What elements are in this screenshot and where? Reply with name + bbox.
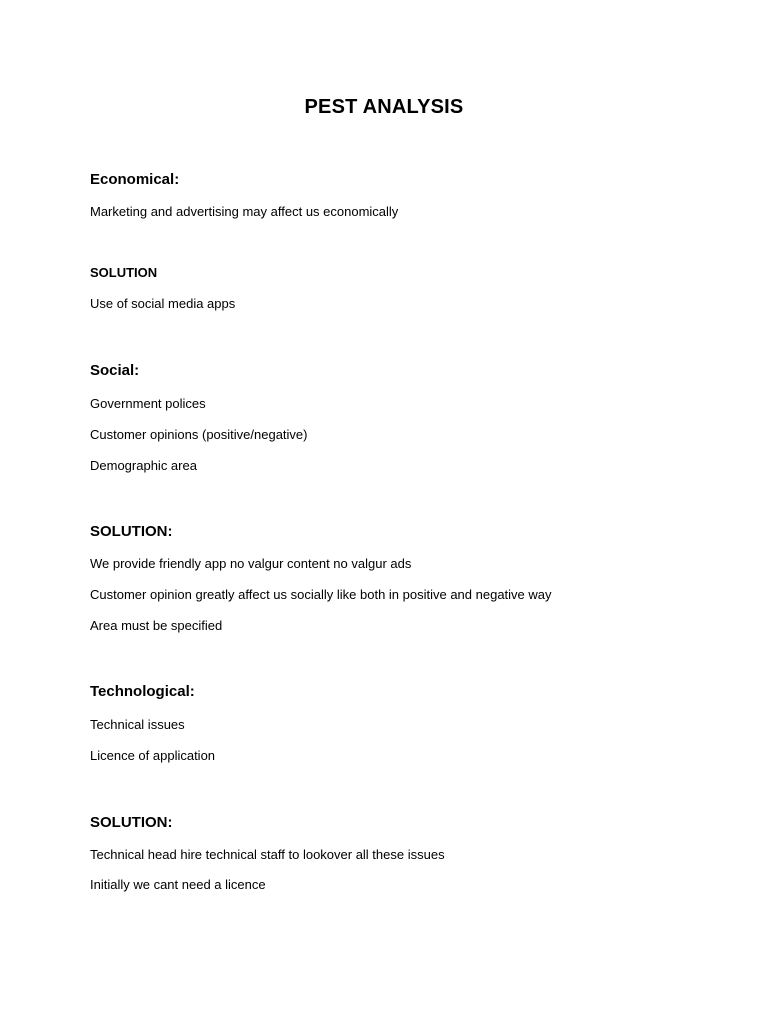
social-line: Demographic area	[90, 458, 197, 473]
economical-heading: Economical:	[90, 171, 180, 188]
economical-solution-line: Use of social media apps	[90, 296, 236, 311]
social-solution-line: Customer opinion greatly affect us socially like both in positive and negative way	[90, 587, 552, 602]
technological-solution-label: SOLUTION:	[90, 814, 173, 831]
page-title: PEST ANALYSIS	[304, 96, 464, 118]
technological-line: Technical issues	[90, 717, 185, 732]
social-solution-line: We provide friendly app no valgur content no valgur ads	[90, 556, 412, 571]
technological-heading: Technological:	[90, 683, 195, 700]
economical-line: Marketing and advertising may affect us economically	[90, 204, 399, 219]
social-line: Government polices	[90, 396, 206, 411]
social-line: Customer opinions (positive/negative)	[90, 427, 308, 442]
social-heading: Social:	[90, 362, 140, 379]
technological-solution-line: Initially we cant need a licence	[90, 877, 266, 892]
technological-line: Licence of application	[90, 748, 216, 763]
social-solution-label: SOLUTION:	[90, 523, 173, 540]
social-solution-line: Area must be specified	[90, 618, 223, 633]
economical-solution-label: SOLUTION	[90, 265, 158, 280]
technological-solution-line: Technical head hire technical staff to lookover all these issues	[90, 847, 445, 862]
